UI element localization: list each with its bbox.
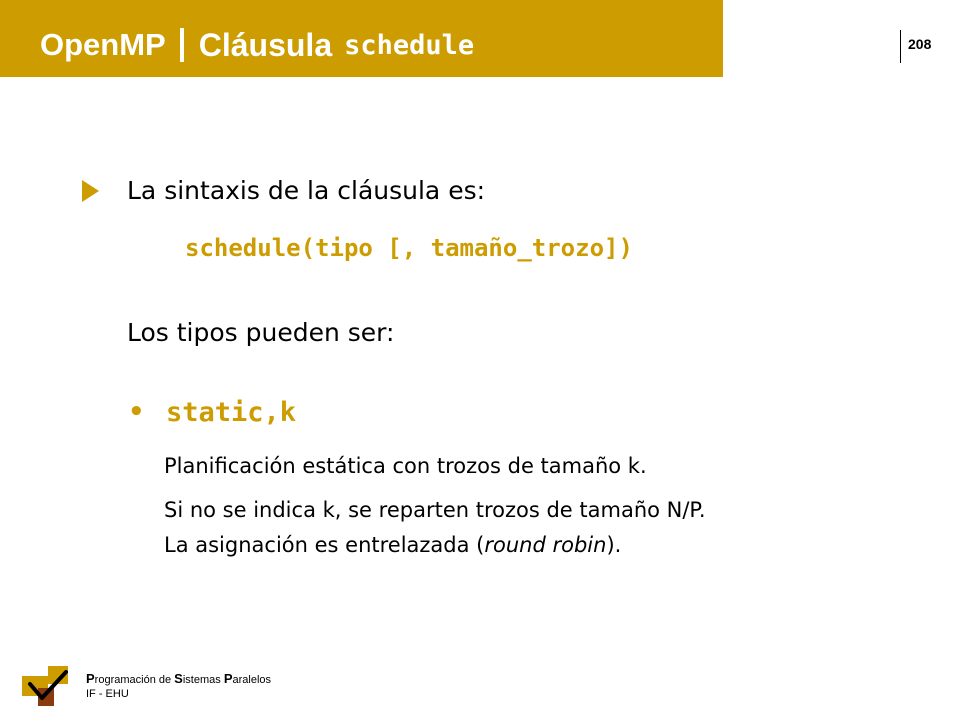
syntax-code: schedule(tipo [, tamaño_trozo]) bbox=[185, 234, 633, 262]
static-type-title: static,k bbox=[166, 397, 297, 428]
round-robin-term: round robin bbox=[484, 533, 607, 557]
assignment-note-prefix: La asignación es entrelazada ( bbox=[164, 533, 485, 557]
arrow-bullet-icon bbox=[82, 180, 99, 202]
title-text: Cláusula bbox=[198, 26, 333, 63]
brand-name: OpenMP bbox=[40, 27, 166, 62]
page-number-rule bbox=[900, 30, 901, 63]
syntax-intro: La sintaxis de la cláusula es: bbox=[127, 176, 486, 205]
title-code: schedule bbox=[344, 29, 475, 61]
title-separator bbox=[180, 28, 184, 62]
types-intro: Los tipos pueden ser: bbox=[127, 318, 395, 347]
course-org: IF - EHU bbox=[86, 688, 129, 700]
course-name: Programación de Sistemas Paralelos bbox=[86, 671, 272, 686]
footer-course bbox=[86, 672, 271, 701]
static-description: Planificación estática con trozos de tamaño k. bbox=[164, 454, 647, 478]
default-chunk-note: Si no se indica k, se reparten trozos de tamaño N/P. bbox=[164, 498, 706, 522]
checkmark-logo-icon bbox=[22, 666, 68, 706]
slide-title bbox=[40, 20, 474, 70]
page-number: 208 bbox=[908, 36, 932, 52]
assignment-note-suffix: ). bbox=[606, 533, 622, 557]
assignment-note bbox=[164, 533, 621, 557]
bullet-dot-icon: • bbox=[128, 397, 145, 427]
